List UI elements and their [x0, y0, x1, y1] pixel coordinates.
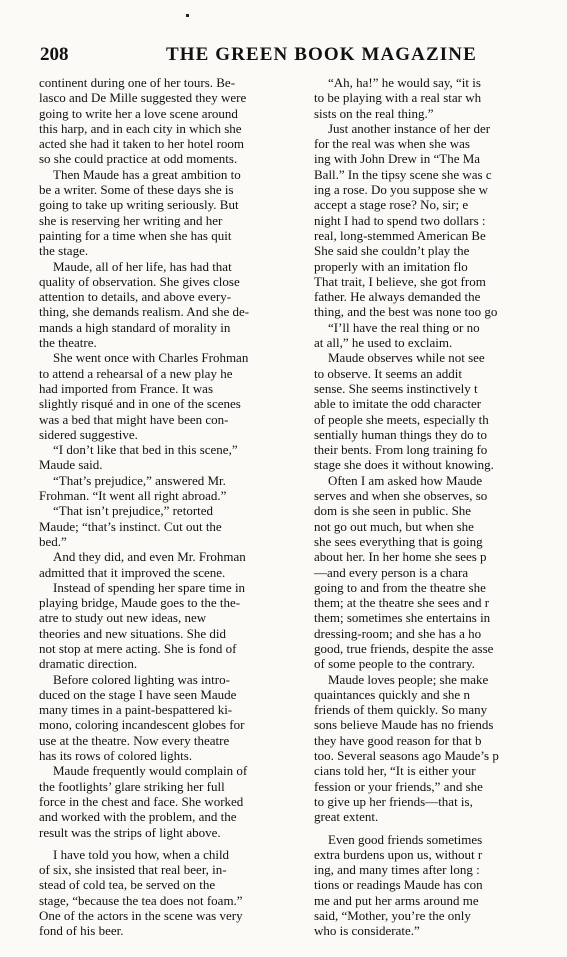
- text-line: tions or readings Maude has con: [314, 877, 483, 893]
- text-line: Maude; “that’s instinct. Cut out the: [39, 518, 222, 534]
- text-line: And they did, and even Mr. Frohman: [53, 549, 246, 565]
- page-header: [40, 44, 560, 68]
- text-line: not stop at mere acting. She is fond of: [39, 640, 237, 656]
- text-line: “That’s prejudice,” answered Mr.: [53, 472, 226, 488]
- text-line: “I’ll have the real thing or no: [328, 319, 480, 335]
- text-line: sense. She seems instinctively t: [314, 380, 478, 396]
- text-line: ing a rose. Do you suppose she w: [314, 182, 489, 198]
- text-line: fession or your friends,” and she: [314, 778, 483, 794]
- text-line: of some people to the contrary.: [314, 656, 475, 672]
- text-line: night I had to spend two dollars :: [314, 212, 486, 228]
- text-line: they have good reason for that b: [314, 732, 482, 748]
- text-line: That trait, I believe, she got from: [314, 273, 486, 289]
- text-line: to observe. It seems an addit: [314, 365, 463, 381]
- text-line: force in the chest and face. She worked: [39, 793, 244, 809]
- text-line: Instead of spending her spare time in: [53, 579, 246, 595]
- right-column: [314, 75, 567, 939]
- text-line: the theatre.: [39, 335, 97, 351]
- text-line: this harp, and in each city in which she: [39, 120, 242, 136]
- text-line: stead of cold tea, be served on the: [39, 877, 216, 893]
- text-line: accept a stage rose? No, sir; e: [314, 197, 469, 213]
- text-line: Maude said.: [39, 457, 103, 473]
- text-line: be a writer. Some of these days she is: [39, 182, 234, 198]
- text-line: —and every person is a chara: [314, 564, 469, 580]
- text-line: slightly risqué and in one of the scenes: [39, 396, 241, 412]
- text-line: She said she couldn’t play the: [314, 243, 470, 259]
- text-line: for the real was when she was: [314, 136, 470, 152]
- text-line: the stage.: [39, 243, 89, 259]
- text-line: Even good friends sometimes: [328, 831, 483, 847]
- text-line: use at the theatre. Now every theatre: [39, 732, 230, 748]
- text-line: playing bridge, Maude goes to the the-: [39, 595, 241, 611]
- text-line: them; at the theatre she sees and r: [314, 595, 490, 611]
- text-line: acted she had it taken to her hotel room: [39, 136, 245, 152]
- text-line: real, long-stemmed American Be: [314, 227, 486, 243]
- text-line: cians told her, “It is either your: [314, 763, 476, 779]
- text-line: going to take up writing seriously. But: [39, 197, 239, 213]
- text-line: good, true friends, despite the asse: [314, 640, 494, 656]
- text-line: sentially human things they do to: [314, 426, 487, 442]
- text-line: Frohman. “It went all right abroad.”: [39, 488, 227, 504]
- text-line: about her. In her home she sees p: [314, 549, 487, 565]
- text-line: father. He always demanded the: [314, 289, 481, 305]
- text-line: going to and from the theatre she: [314, 579, 486, 595]
- text-line: atre to study out new ideas, new: [39, 610, 207, 626]
- text-line: Maude frequently would complain of: [53, 763, 248, 779]
- text-line: them; sometimes she entertains in: [314, 610, 491, 626]
- text-line: painting for a time when she has quit: [39, 227, 232, 243]
- text-line: quaintances quickly and she n: [314, 686, 470, 702]
- text-line: bed.”: [39, 533, 67, 549]
- text-line: stage, “because the tea does not foam.”: [39, 892, 243, 908]
- print-mark: [186, 14, 189, 17]
- text-line: Before colored lighting was intro-: [53, 671, 230, 687]
- text-line: so she could practice at odd moments.: [39, 151, 238, 167]
- text-line: One of the actors in the scene was very: [39, 908, 243, 924]
- text-line: of people she meets, especially th: [314, 411, 489, 427]
- text-line: to be playing with a real star wh: [314, 90, 482, 106]
- text-line: serves and when she observes, so: [314, 488, 488, 504]
- text-line: great extent.: [314, 809, 379, 825]
- text-line: too. Several seasons ago Maude’s p: [314, 748, 499, 764]
- text-line: their bents. From long training fo: [314, 442, 488, 458]
- page-number: 208: [40, 44, 69, 65]
- text-line: to give up her friends—that is,: [314, 793, 473, 809]
- text-line: dressing-room; and she has a ho: [314, 625, 482, 641]
- text-line: sists on the real thing.”: [314, 105, 434, 121]
- text-line: going to write her a love scene around: [39, 105, 238, 121]
- text-line: thing, she demands realism. And she de-: [39, 304, 250, 320]
- text-line: “Ah, ha!” he would say, “it is: [328, 75, 481, 90]
- text-line: she is reserving her writing and her: [39, 212, 223, 228]
- text-line: of six, she insisted that real beer, in-: [39, 862, 227, 878]
- text-line: duced on the stage I have seen Maude: [39, 686, 237, 702]
- text-line: and worked with the problem, and the: [39, 809, 237, 825]
- text-line: She went once with Charles Frohman: [53, 350, 249, 366]
- text-line: dramatic direction.: [39, 656, 138, 672]
- text-line: extra burdens upon us, without r: [314, 846, 483, 862]
- text-line: at all,” he used to exclaim.: [314, 335, 453, 351]
- text-line: result was the strips of light above.: [39, 824, 221, 840]
- text-line: I have told you how, when a child: [53, 846, 230, 862]
- text-line: attention to details, and above every-: [39, 289, 232, 305]
- text-line: not go out much, but when she: [314, 518, 474, 534]
- text-line: who is considerate.”: [314, 923, 420, 939]
- text-line: properly with an imitation flo: [314, 258, 468, 274]
- text-line: me and put her arms around me: [314, 892, 479, 908]
- text-line: Ball.” In the tipsy scene she was c: [314, 166, 492, 182]
- text-line: able to imitate the odd character: [314, 396, 482, 412]
- text-line: Just another instance of her der: [328, 120, 491, 136]
- text-line: ing, and many times after long :: [314, 862, 480, 878]
- text-line: she sees everything that is going: [314, 533, 483, 549]
- text-line: friends of them quickly. So many: [314, 702, 488, 718]
- text-line: ing with John Drew in “The Ma: [314, 151, 481, 167]
- magazine-title: THE GREEN BOOK MAGAZINE: [166, 44, 477, 65]
- text-line: lasco and De Mille suggested they were: [39, 90, 247, 106]
- text-line: sidered suggestive.: [39, 426, 138, 442]
- text-line: sons believe Maude has no friends: [314, 717, 494, 733]
- text-line: continent during one of her tours. Be-: [39, 75, 236, 90]
- text-line: has its rows of colored lights.: [39, 748, 193, 764]
- text-line: Maude, all of her life, has had that: [53, 258, 232, 274]
- text-line: thing, and the best was none too go: [314, 304, 498, 320]
- text-line: had imported from France. It was: [39, 380, 214, 396]
- text-line: Then Maude has a great ambition to: [53, 166, 241, 182]
- text-line: quality of observation. She gives close: [39, 273, 240, 289]
- text-line: dom is she seen in public. She: [314, 503, 472, 519]
- text-line: Often I am asked how Maude: [328, 472, 483, 488]
- text-line: many times in a paint-bespattered ki-: [39, 702, 233, 718]
- text-line: admitted that it improved the scene.: [39, 564, 226, 580]
- text-line: theories and new situations. She did: [39, 625, 227, 641]
- text-line: said, “Mother, you’re the only: [314, 908, 471, 924]
- text-line: mands a high standard of morality in: [39, 319, 231, 335]
- text-line: was a bed that might have been con-: [39, 411, 229, 427]
- text-line: fond of his beer.: [39, 923, 124, 939]
- text-line: Maude loves people; she make: [328, 671, 489, 687]
- left-column: [39, 75, 309, 939]
- text-line: “That isn’t prejudice,” retorted: [53, 503, 214, 519]
- text-line: to attend a rehearsal of a new play he: [39, 365, 233, 381]
- text-line: Maude observes while not see: [328, 350, 485, 366]
- text-line: stage she does it without knowing.: [314, 457, 494, 473]
- text-line: the footlights’ glare striking her full: [39, 778, 225, 794]
- text-line: “I don’t like that bed in this scene,”: [53, 442, 238, 458]
- text-line: mono, coloring incandescent globes for: [39, 717, 245, 733]
